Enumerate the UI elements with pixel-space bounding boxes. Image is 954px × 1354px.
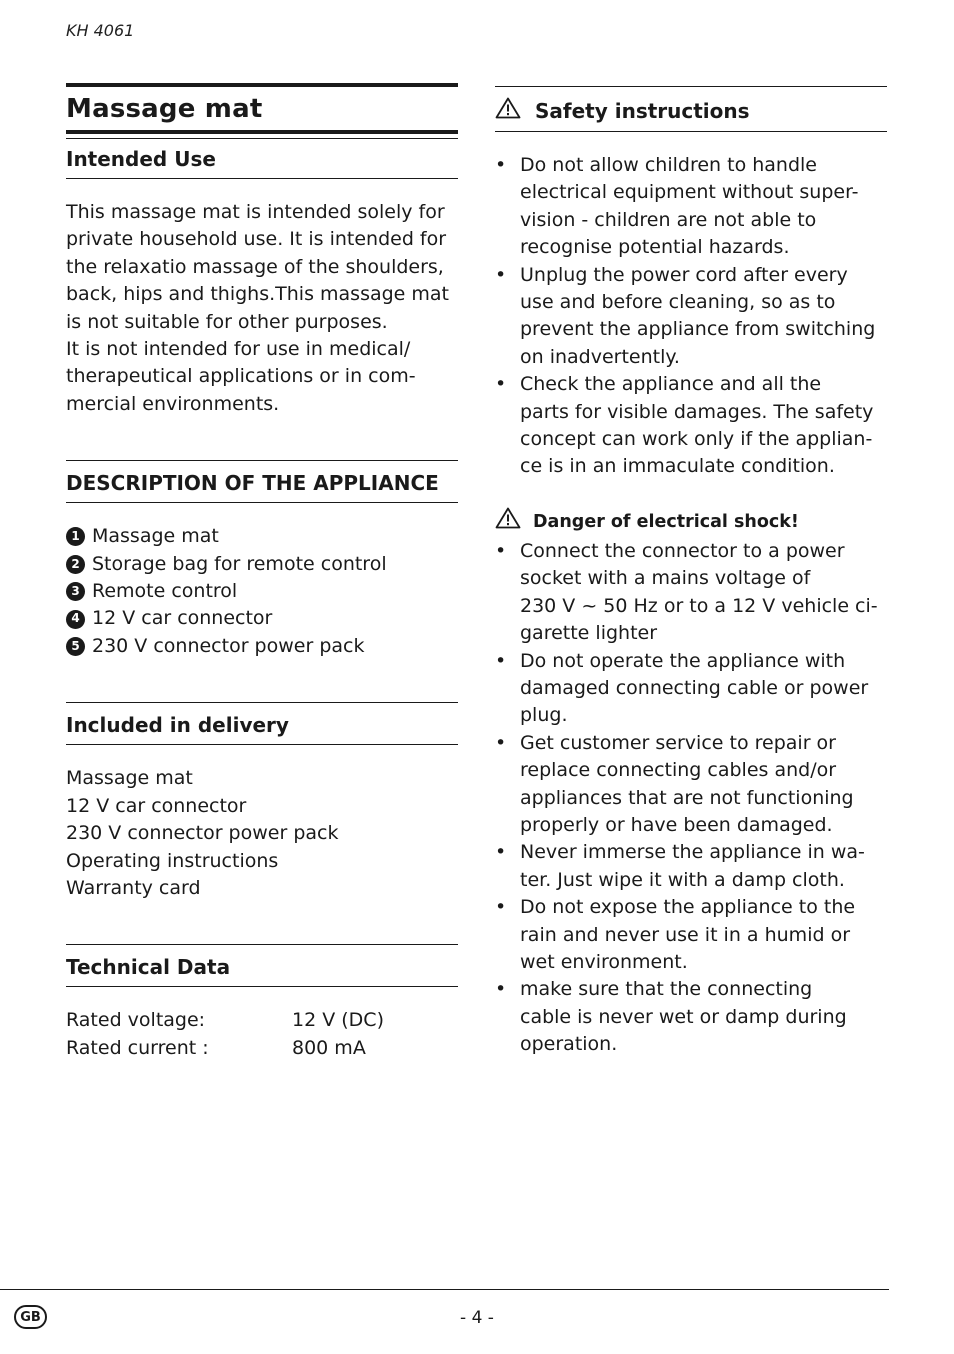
bullet-icon: • — [495, 154, 507, 176]
text-line: prevent the appliance from switching — [520, 318, 876, 341]
table-row — [66, 1035, 458, 1062]
text-line: therapeutical applications or in com- — [66, 365, 416, 388]
text-line: Do not operate the appliance with — [520, 649, 846, 672]
text-line: mercial environments. — [66, 392, 280, 415]
list-item — [66, 633, 458, 660]
text-line: operation. — [520, 1033, 618, 1056]
safety-list — [495, 152, 887, 481]
text-line: private household use. It is intended for — [66, 228, 447, 251]
delivery-heading: Included in delivery — [66, 702, 458, 745]
model-number: KH 4061 — [66, 21, 135, 40]
list-item — [495, 839, 887, 894]
number-badge: 3 — [66, 582, 85, 601]
page-title: Massage mat — [66, 94, 263, 124]
text-line: 230 V ~ 50 Hz or to a 12 V vehicle ci- — [520, 594, 878, 617]
footer-divider — [0, 1289, 889, 1290]
list-item — [495, 152, 887, 262]
text-line: Never immerse the appliance in wa- — [520, 841, 865, 864]
item-label: Storage bag for remote control — [92, 552, 387, 575]
text-line: is not suitable for other purposes. — [66, 310, 388, 333]
bullet-text — [520, 371, 873, 481]
text-line: cable is never wet or damp during — [520, 1005, 847, 1028]
intended-use-heading: Intended Use — [66, 139, 458, 179]
text-line: damaged connecting cable or power — [520, 676, 869, 699]
list-item — [66, 605, 458, 632]
bullet-icon: • — [495, 978, 507, 1001]
text-line: properly or have been damaged. — [520, 813, 833, 836]
bullet-text — [520, 976, 847, 1058]
text-line: recognise potential hazards. — [520, 236, 790, 259]
text-line: parts for visible damages. The safety — [520, 400, 874, 423]
warning-icon — [495, 97, 521, 124]
text-line: Do not expose the appliance to the — [520, 896, 856, 919]
safety-heading — [495, 86, 887, 132]
list-item — [495, 538, 887, 648]
bullet-text — [520, 839, 865, 894]
text-line: Check the appliance and all the — [520, 373, 822, 396]
number-badge: 4 — [66, 610, 85, 629]
bullet-icon: • — [495, 649, 507, 672]
text-line: ce is in an immaculate condition. — [520, 455, 835, 478]
text-line: replace connecting cables and/or — [520, 759, 837, 782]
country-badge: GB — [14, 1305, 47, 1329]
number-badge: 1 — [66, 527, 85, 546]
text-line: plug. — [520, 704, 568, 727]
tech-label: Rated voltage: — [66, 1009, 206, 1032]
text-line: ter. Just wipe it with a damp cloth. — [520, 868, 845, 891]
danger-list — [495, 538, 887, 1059]
bullet-text — [520, 262, 875, 372]
list-item — [66, 578, 458, 605]
number-badge: 5 — [66, 637, 85, 656]
text-line: concept can work only if the applian- — [520, 428, 873, 451]
bullet-icon: • — [495, 373, 507, 396]
bullet-icon: • — [495, 539, 507, 562]
bullet-text — [520, 538, 878, 648]
text-line: appliances that are not functioning — [520, 786, 854, 809]
delivery-list — [66, 765, 458, 902]
list-item — [495, 894, 887, 976]
list-item — [495, 371, 887, 481]
left-column — [66, 83, 458, 1062]
text-line: back, hips and thighs.This massage mat — [66, 283, 449, 306]
text-line: the relaxatio massage of the shoulders, — [66, 255, 444, 278]
warning-icon — [495, 507, 521, 538]
list-item: 12 V car connector — [66, 794, 247, 817]
text-line: on inadvertently. — [520, 345, 680, 368]
description-heading: DESCRIPTION OF THE APPLIANCE — [66, 460, 458, 503]
bullet-text — [520, 152, 859, 262]
list-item — [66, 551, 458, 578]
text-line: make sure that the connecting — [520, 978, 813, 1001]
item-label: 12 V car connector — [92, 607, 273, 630]
table-row — [66, 1007, 458, 1034]
tech-label: Rated current : — [66, 1036, 209, 1059]
text-line: Unplug the power cord after every — [520, 263, 848, 286]
bullet-icon: • — [495, 896, 507, 919]
text-line: It is not intended for use in medical/ — [66, 338, 411, 361]
bullet-text — [520, 648, 868, 730]
bullet-text — [520, 894, 855, 976]
text-line: rain and never use it in a humid or — [520, 923, 851, 946]
list-item: 230 V connector power pack — [66, 822, 339, 845]
list-item: Warranty card — [66, 876, 201, 899]
bullet-icon: • — [495, 263, 507, 286]
text-line: vision - children are not able to — [520, 208, 817, 231]
text-line: electrical equipment without super- — [520, 181, 859, 204]
bullet-text — [520, 730, 854, 840]
list-item — [66, 523, 458, 550]
tech-value: 12 V (DC) — [292, 1009, 384, 1032]
component-list — [66, 523, 458, 660]
danger-heading-label: Danger of electrical shock! — [533, 511, 799, 532]
item-label: Remote control — [92, 580, 238, 603]
text-line: Connect the connector to a power — [520, 539, 845, 562]
list-item: Massage mat — [66, 767, 193, 790]
item-label: Massage mat — [92, 525, 219, 548]
text-line: Do not allow children to handle — [520, 154, 817, 176]
page-number: - 4 - — [460, 1308, 494, 1328]
text-line: Get customer service to repair or — [520, 731, 836, 754]
danger-heading — [495, 507, 887, 538]
right-column — [495, 86, 887, 1059]
text-line: garette lighter — [520, 622, 658, 645]
list-item: Operating instructions — [66, 849, 279, 872]
title-block — [66, 83, 458, 134]
bullet-icon: • — [495, 731, 507, 754]
intended-use-text — [66, 199, 458, 418]
text-line: use and before cleaning, so as to — [520, 291, 836, 314]
list-item — [495, 976, 887, 1058]
text-line: This massage mat is intended solely for — [66, 201, 445, 223]
number-badge: 2 — [66, 555, 85, 574]
text-line: socket with a mains voltage of — [520, 567, 811, 590]
list-item — [495, 262, 887, 372]
safety-heading-label: Safety instructions — [535, 98, 750, 123]
technical-heading: Technical Data — [66, 944, 458, 987]
tech-value: 800 mA — [292, 1036, 366, 1059]
technical-table — [66, 1007, 458, 1062]
list-item — [495, 730, 887, 840]
list-item — [495, 648, 887, 730]
text-line: wet environment. — [520, 950, 688, 973]
item-label: 230 V connector power pack — [92, 634, 365, 657]
bullet-icon: • — [495, 841, 507, 864]
